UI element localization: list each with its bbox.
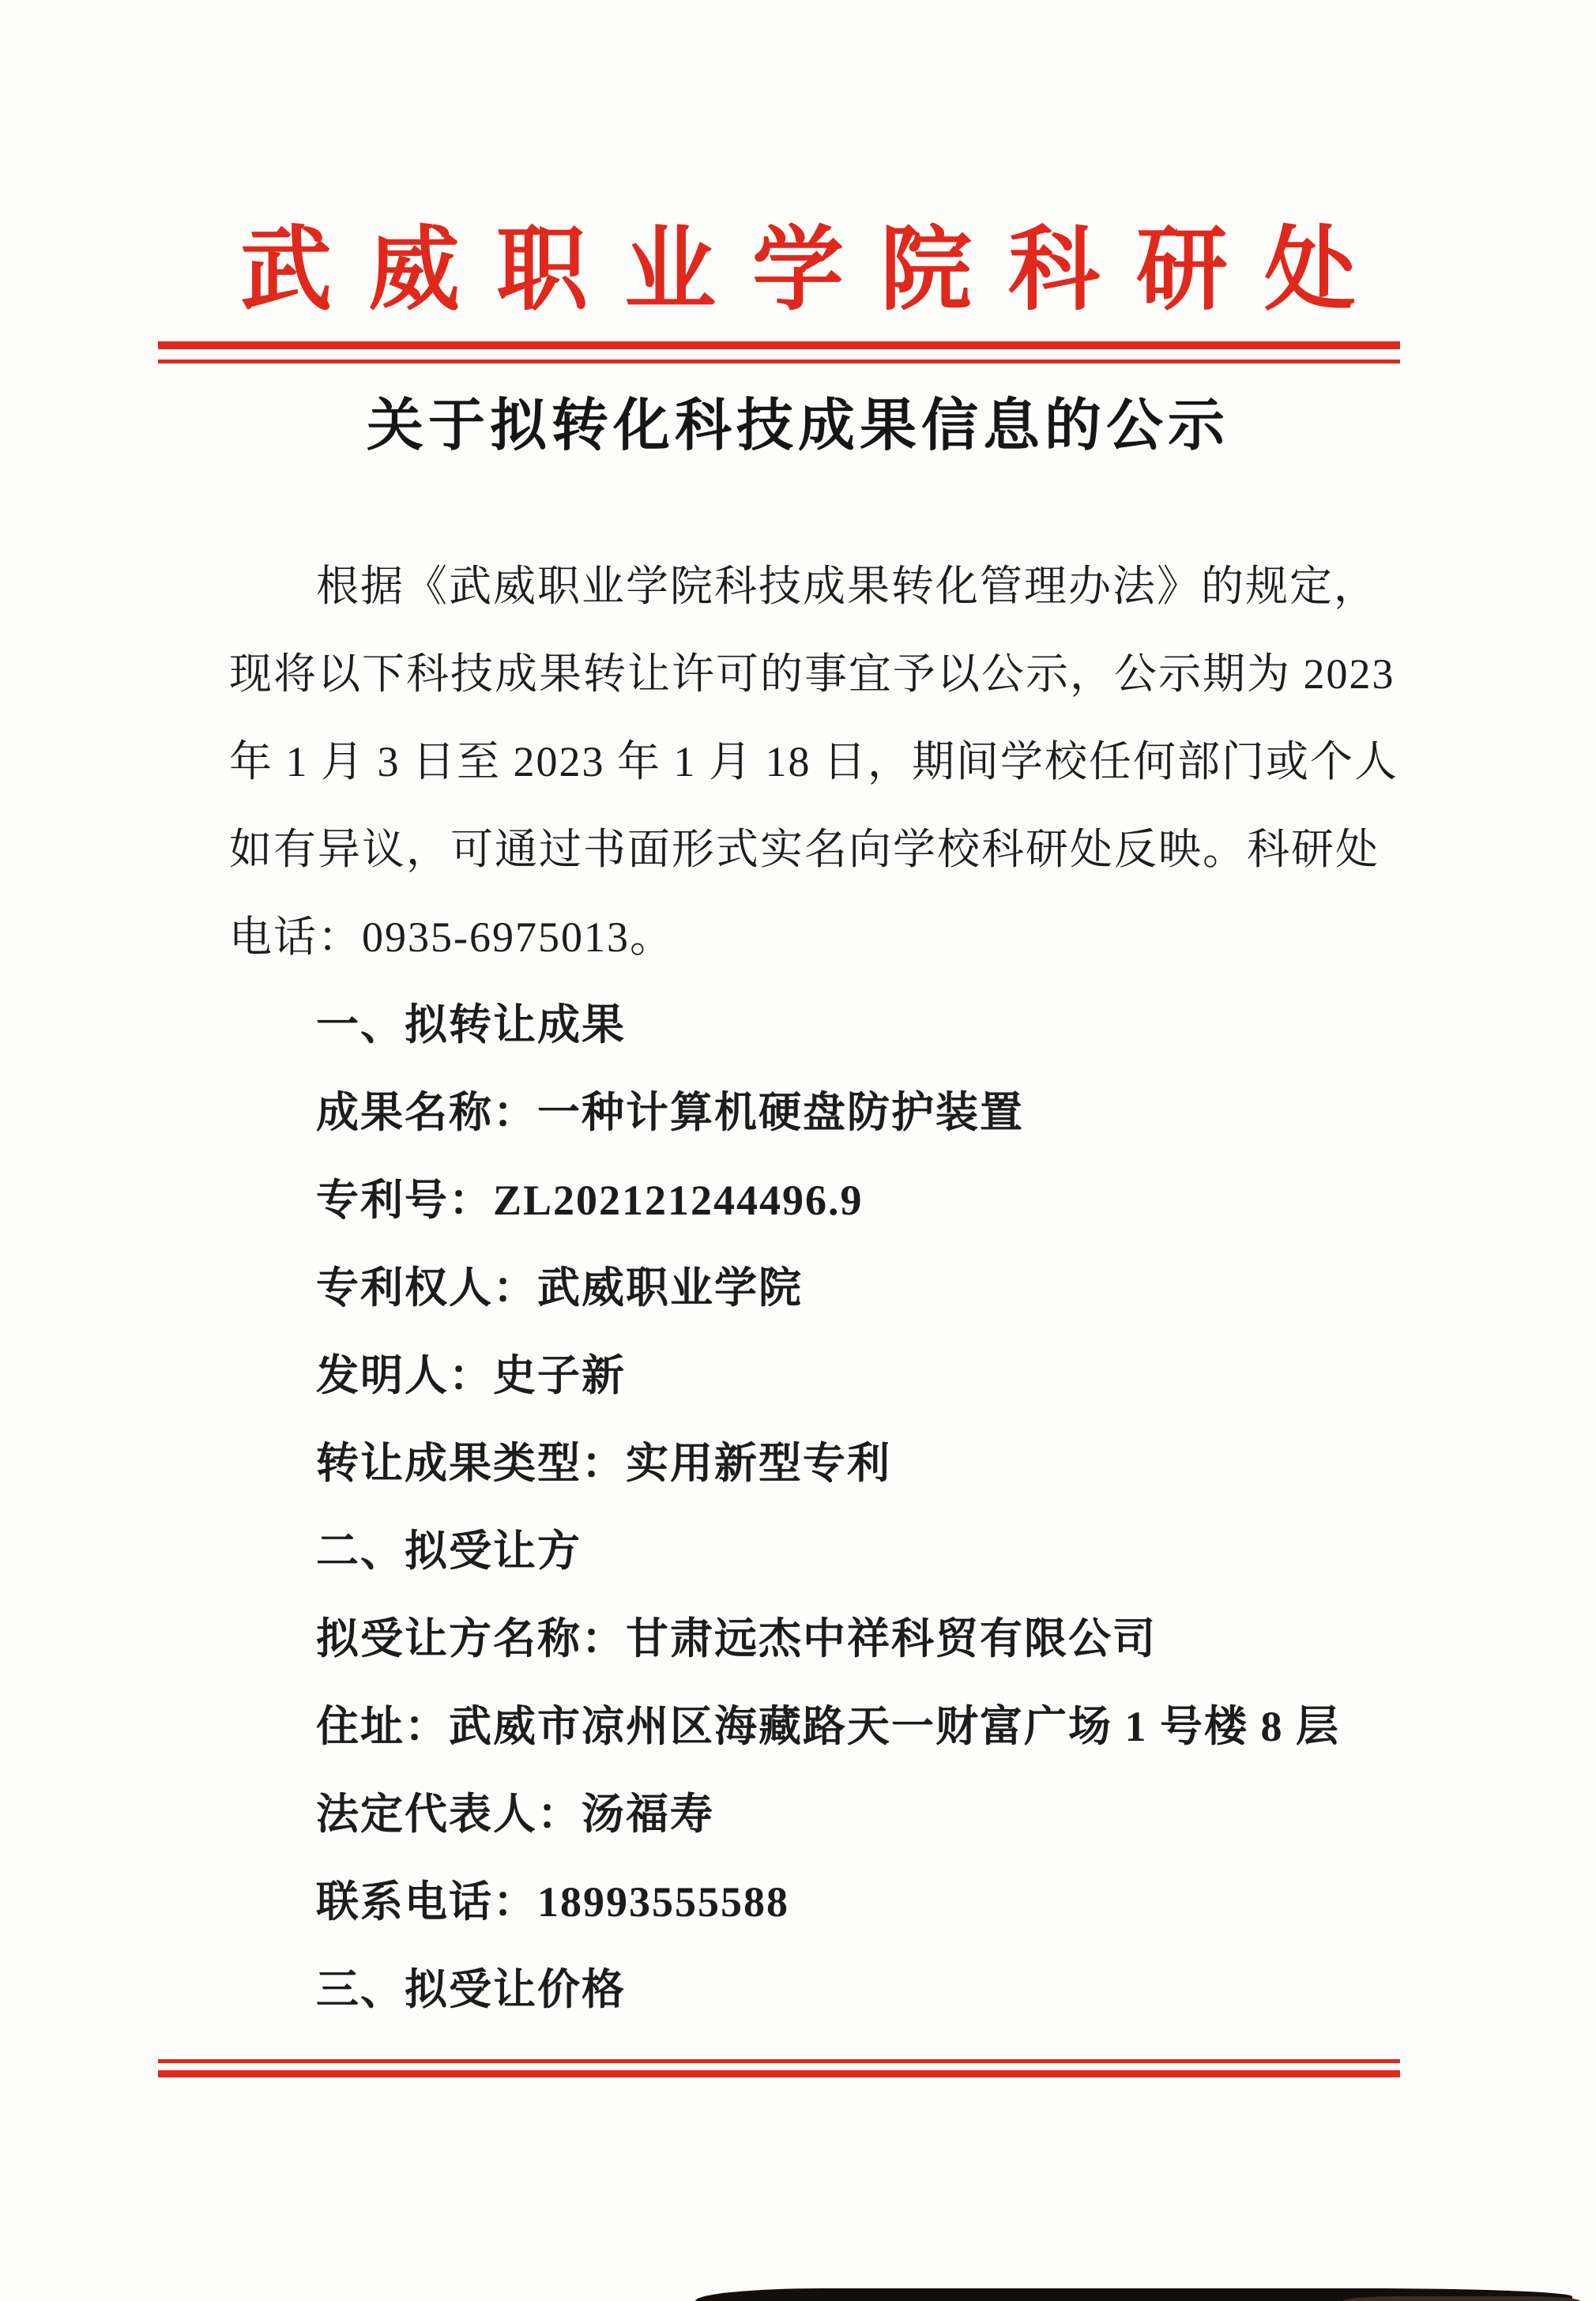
letterhead-rule-thin: [158, 360, 1400, 363]
field-legal-representative: 法定代表人：汤福寿: [316, 1791, 714, 1838]
intro-line-1: 根据《武威职业学院科技成果转化管理办法》的规定，: [316, 563, 1378, 610]
section-3-heading: 三、拟受让价格: [316, 1966, 626, 2013]
intro-line-2: 现将以下科技成果转让许可的事宜予以公示，公示期为 2023: [229, 650, 1395, 698]
letterhead-org-name: 武威职业学院科研处: [240, 220, 1392, 322]
letterhead-rule-thick: [158, 341, 1400, 349]
document-title: 关于拟转化科技成果信息的公示: [366, 392, 1229, 458]
intro-line-4: 如有异议，可通过书面形式实名向学校科研处反映。科研处: [229, 826, 1380, 873]
field-patentee: 专利权人：武威职业学院: [316, 1264, 803, 1312]
footer-rule-thick: [158, 2070, 1400, 2077]
field-contact-phone: 联系电话：18993555588: [316, 1878, 789, 1926]
field-transferee-address: 住址：武威市凉州区海藏路天一财富广场 1 号楼 8 层: [316, 1703, 1340, 1750]
section-2-heading: 二、拟受让方: [316, 1527, 582, 1575]
field-transferee-name: 拟受让方名称：甘肃远杰中祥科贸有限公司: [316, 1615, 1157, 1663]
intro-line-3: 年 1 月 3 日至 2023 年 1 月 18 日，期间学校任何部门或个人: [229, 738, 1398, 785]
office-phone-line: 电话：0935-6975013。: [229, 913, 674, 961]
field-achievement-name: 成果名称：一种计算机硬盘防护装置: [316, 1089, 1024, 1136]
section-1-heading: 一、拟转让成果: [316, 1001, 626, 1049]
scan-shadow-artifact-tail: [1343, 2296, 1580, 2301]
field-inventor: 发明人：史子新: [316, 1352, 626, 1399]
document-body: [229, 543, 1398, 2034]
field-transfer-type: 转让成果类型：实用新型专利: [316, 1440, 891, 1487]
footer-rule-thin: [158, 2059, 1400, 2063]
field-patent-number: 专利号：ZL202121244496.9: [316, 1177, 864, 1224]
